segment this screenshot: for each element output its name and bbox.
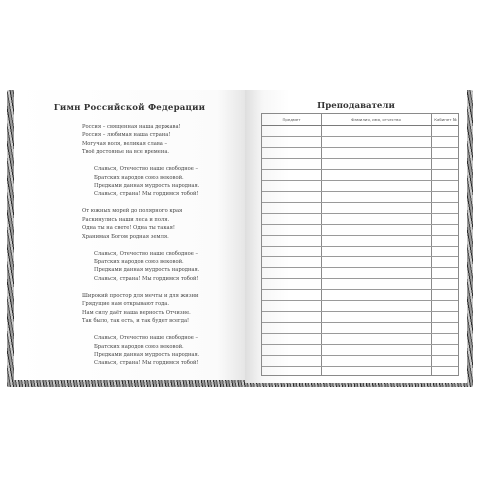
- table-row-line: [262, 224, 458, 225]
- anthem-line: Предками данная мудрость народная.: [94, 267, 200, 274]
- right-page: [245, 90, 467, 383]
- table-row-line: [262, 213, 458, 214]
- anthem-title: Гимн Российской Федерации: [53, 103, 206, 113]
- anthem-verse: [82, 123, 247, 157]
- column-header-subject: Предмет: [282, 117, 301, 122]
- anthem-line: Так было, так есть, и так будет всегда!: [82, 318, 190, 325]
- table-row-line: [262, 202, 458, 203]
- anthem-verse: [82, 292, 247, 326]
- column-divider: [321, 114, 322, 375]
- column-header-room: Кабинет №: [434, 117, 457, 122]
- anthem-line: Могучая воля, великая слава –: [82, 140, 168, 147]
- table-row-line: [262, 278, 458, 279]
- anthem-line: Славься, страна! Мы гордимся тобой!: [94, 191, 199, 198]
- table-row-line: [262, 256, 458, 257]
- table-row-line: [262, 246, 458, 247]
- table-row-line: [262, 191, 458, 192]
- table-row-line: [262, 180, 458, 181]
- anthem-line: Твоё достоянье на все времена.: [82, 149, 170, 156]
- header-divider: [262, 125, 458, 126]
- anthem-line: Нам силу даёт наша верность Отчизне.: [82, 309, 191, 316]
- anthem-line: Славься, страна! Мы гордимся тобой!: [94, 360, 199, 367]
- table-row-line: [262, 289, 458, 290]
- anthem-line: Братских народов союз вековой.: [94, 174, 184, 181]
- anthem-line: Славься, Отечество наше свободное –: [94, 335, 199, 342]
- anthem-text: [82, 123, 247, 376]
- anthem-chorus: [82, 334, 247, 368]
- column-header-name: Фамилия, имя, отчество: [351, 117, 401, 122]
- anthem-chorus: [82, 165, 247, 199]
- anthem-line: Раскинулись наши леса и поля.: [82, 216, 170, 223]
- table-row-line: [262, 158, 458, 159]
- anthem-line: Братских народов союз вековой.: [94, 343, 184, 350]
- anthem-line: Предками данная мудрость народная.: [94, 351, 200, 358]
- anthem-line: Широкий простор для мечты и для жизни: [82, 292, 199, 299]
- anthem-line: Россия – священная наша держава!: [82, 124, 181, 130]
- table-row-line: [262, 355, 458, 356]
- teachers-table: [261, 113, 459, 376]
- table-row-line: [262, 333, 458, 334]
- table-row-line: [262, 136, 458, 137]
- table-row-line: [262, 366, 458, 367]
- anthem-line: Хранимая Богом родная земля.: [82, 233, 169, 240]
- table-row-line: [262, 311, 458, 312]
- table-row-line: [262, 300, 458, 301]
- anthem-line: Славься, страна! Мы гордимся тобой!: [94, 275, 199, 282]
- anthem-line: Предками данная мудрость народная.: [94, 183, 200, 190]
- open-notebook: [7, 90, 473, 387]
- anthem-line: Россия – любимая наша страна!: [82, 132, 171, 139]
- anthem-verse: [82, 207, 247, 241]
- table-row-line: [262, 267, 458, 268]
- anthem-line: Грядущие нам открывают года.: [82, 301, 170, 308]
- anthem-line: Славься, Отечество наше свободное –: [94, 166, 199, 173]
- table-row-line: [262, 344, 458, 345]
- table-row-line: [262, 322, 458, 323]
- table-row-line: [262, 235, 458, 236]
- anthem-line: От южных морей до полярного края: [82, 208, 183, 215]
- anthem-line: Братских народов союз вековой.: [94, 259, 184, 266]
- anthem-chorus: [82, 250, 247, 284]
- column-divider: [431, 114, 432, 375]
- anthem-line: Одна ты на свете! Одна ты такая!: [82, 225, 176, 232]
- table-row-line: [262, 169, 458, 170]
- left-page: [14, 90, 245, 380]
- teachers-title: Преподаватели: [317, 101, 395, 111]
- table-row-line: [262, 147, 458, 148]
- anthem-line: Славься, Отечество наше свободное –: [94, 250, 199, 257]
